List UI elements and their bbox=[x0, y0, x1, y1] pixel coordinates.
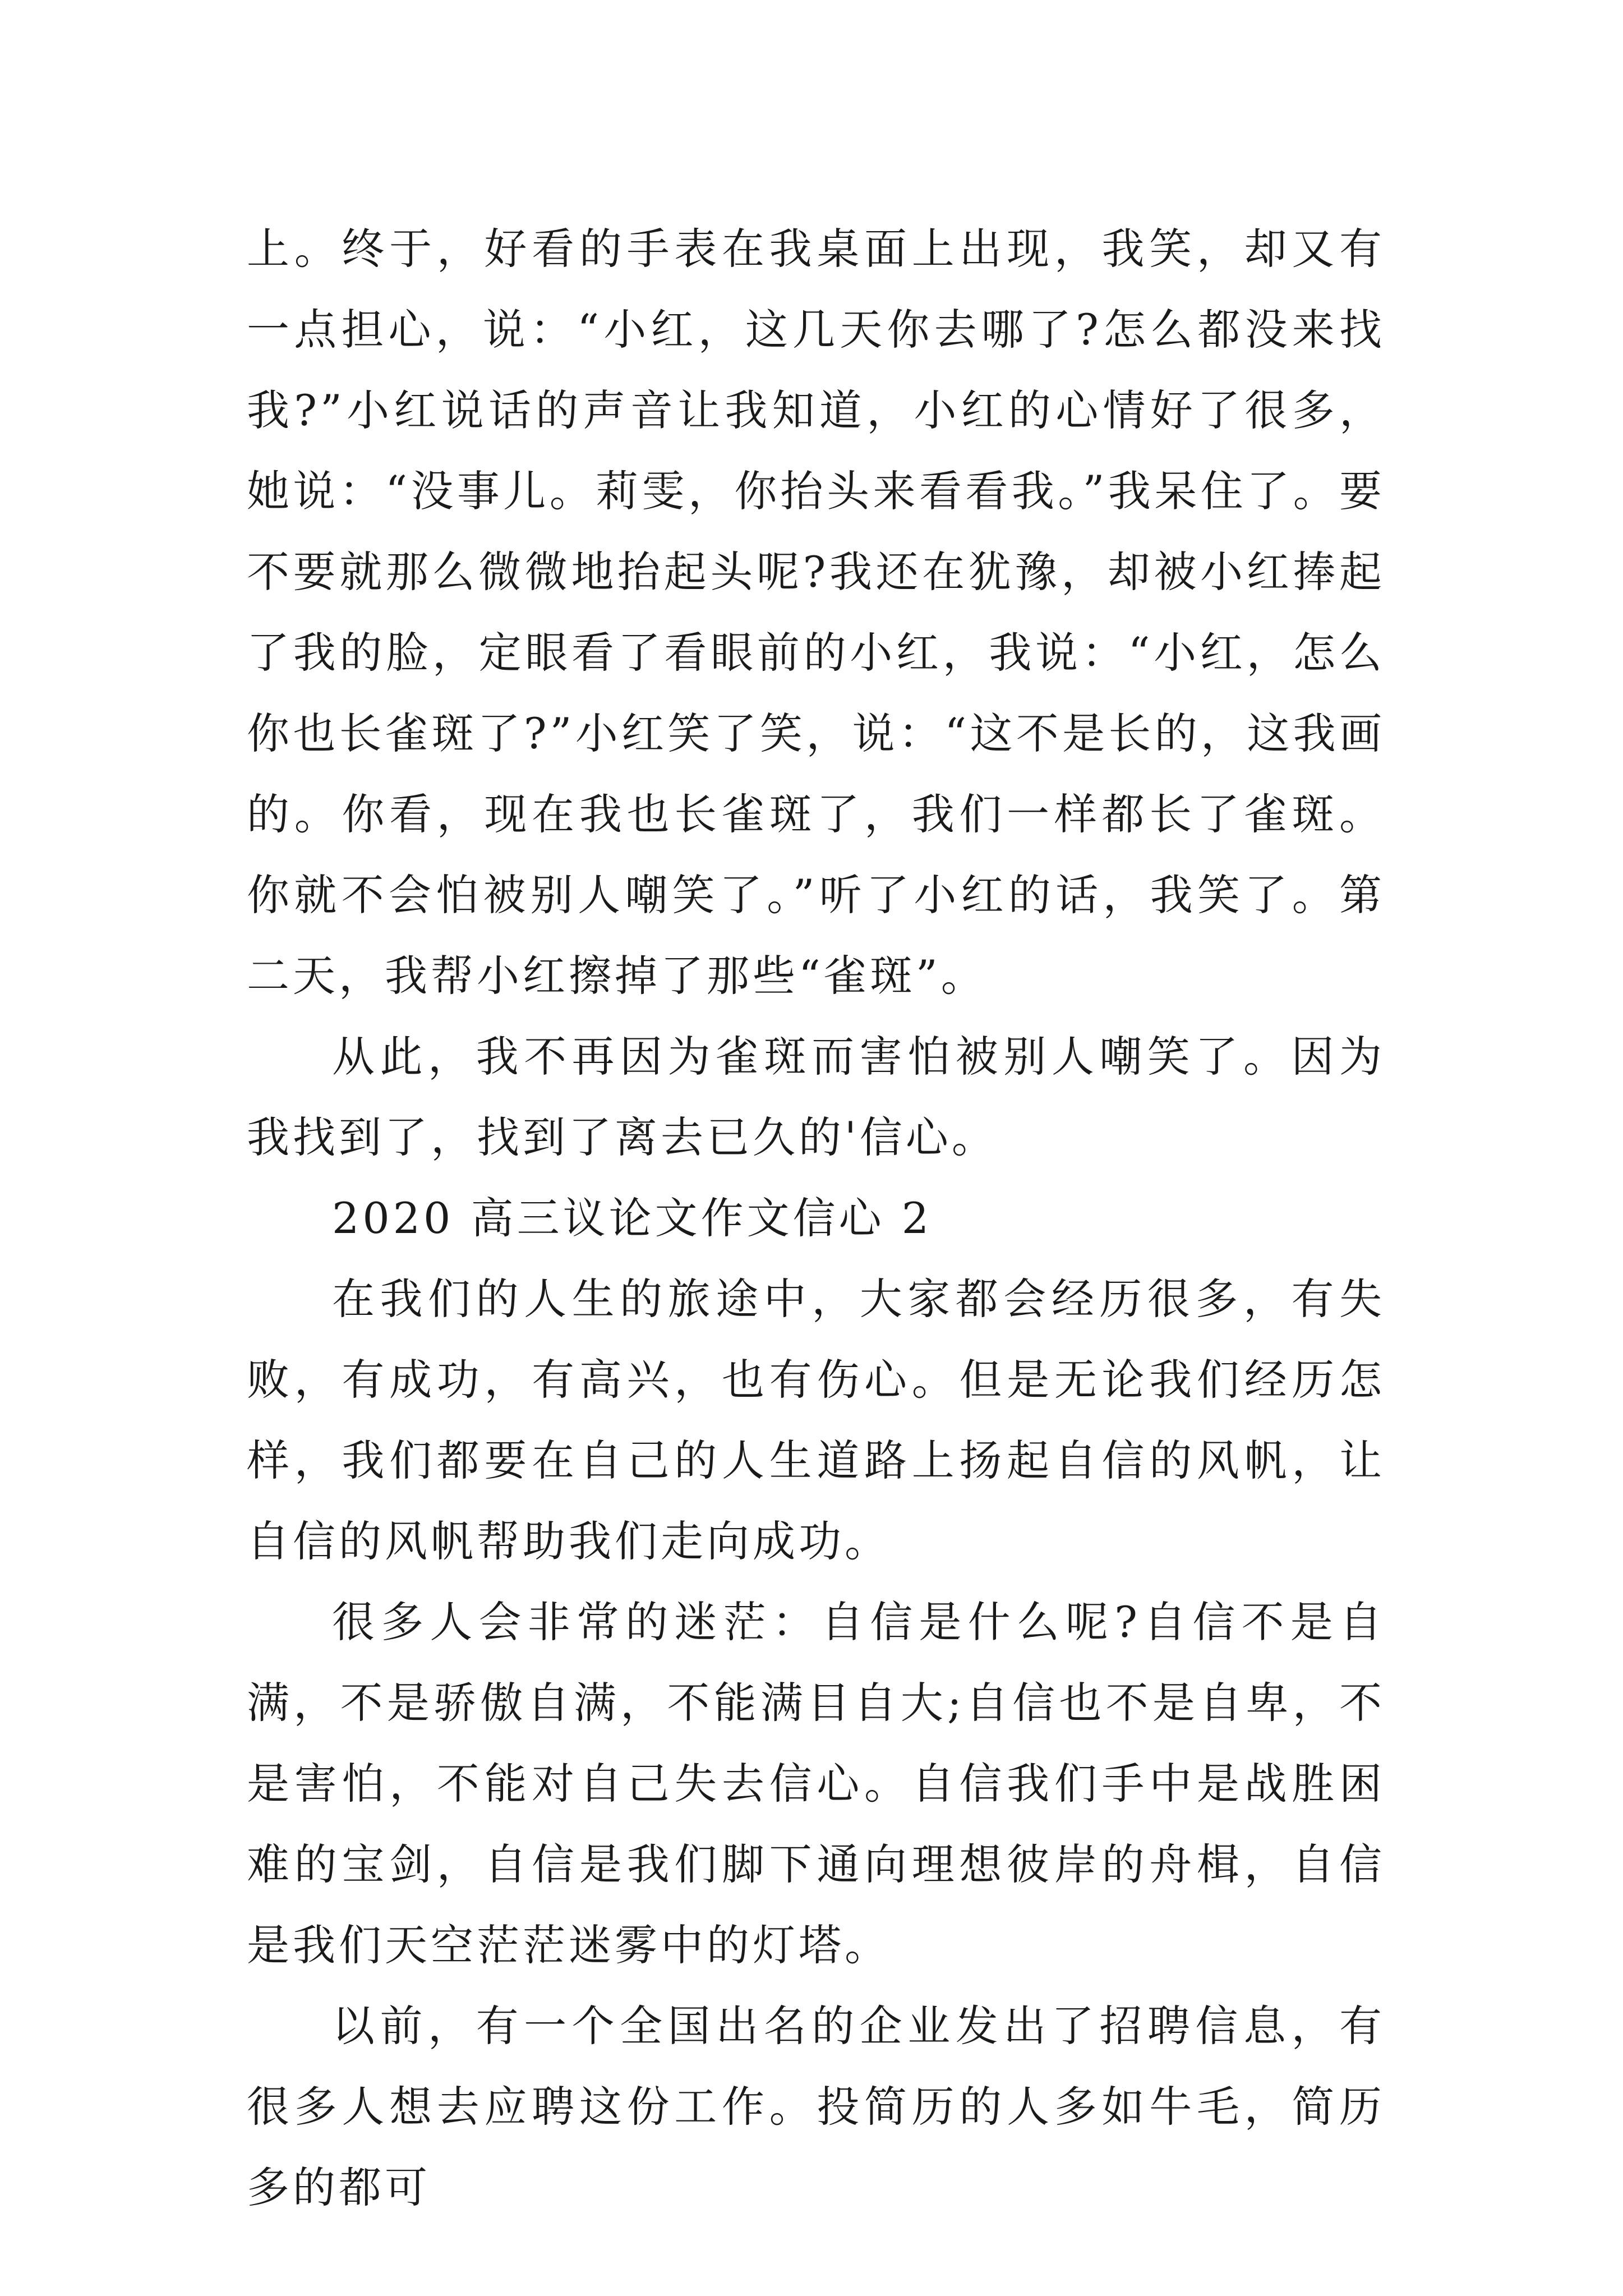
paragraph: 在我们的人生的旅途中，大家都会经历很多，有失败，有成功，有高兴，也有伤心。但是无论我们经历怎样，我们都要在自己的人生道路上扬起自信的风帆，让自信的风帆帮助我们走向成功。 bbox=[247, 1274, 1385, 1566]
document-body bbox=[247, 209, 1385, 2228]
section-heading: 2020 高三议论文作文信心 2 bbox=[332, 1193, 933, 1243]
paragraph: 很多人会非常的迷茫：自信是什么呢?自信不是自满，不是骄傲自满，不能满目自大;自信也不是自卑，不是害怕，不能对自己失去信心。自信我们手中是战胜困难的宝剑，自信是我们脚下通向理想彼岸的舟楫，自信是我们天空茫茫迷雾中的灯塔。 bbox=[247, 1597, 1385, 1970]
paragraph: 以前，有一个全国出名的企业发出了招聘信息，有很多人想去应聘这份工作。投简历的人多如牛毛，简历多的都可 bbox=[247, 2001, 1385, 2212]
paragraph-continuation: 上。终于，好看的手表在我桌面上出现，我笑，却又有一点担心，说：“小红，这几天你去哪了?怎么都没来找我?”小红说话的声音让我知道，小红的心情好了很多，她说：“没事儿。莉雯，你抬头来看看我。”我呆住了。要不要就那么微微地抬起头呢?我还在犹豫，却被小红捧起了我的脸，定眼看了看眼前的小红，我说：“小红，怎么你也长雀斑了?”小红笑了笑，说：“这不是长的，这我画的。你看，现在我也长雀斑了，我们一样都长了雀斑。你就不会怕被别人嘲笑了。”听了小红的话，我笑了。第二天，我帮小红擦掉了那些“雀斑”。 bbox=[247, 224, 1385, 1001]
paragraph: 从此，我不再因为雀斑而害怕被别人嘲笑了。因为我找到了，找到了离去已久的'信心。 bbox=[247, 1032, 1385, 1162]
